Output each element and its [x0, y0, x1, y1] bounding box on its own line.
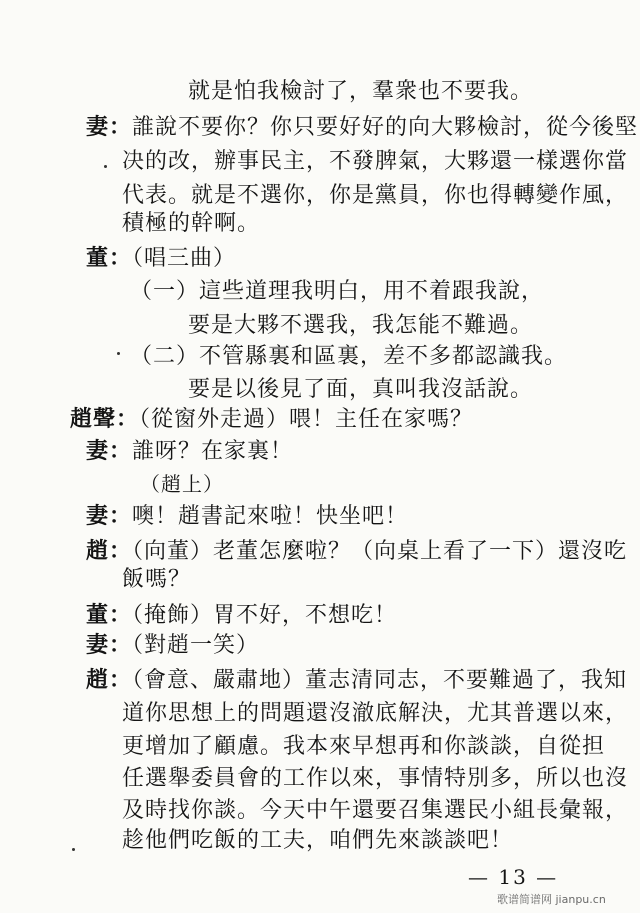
line-text: （向董）老董怎麼啦？（向桌上看了一下）還沒吃 — [132, 539, 628, 564]
line-text: 决的改，辦事民主，不發脾氣，大夥還一樣選你當 — [122, 149, 629, 174]
speaker-label: 趙： — [86, 538, 133, 564]
line-text: 積極的幹啊。 — [122, 211, 261, 236]
line-22 — [122, 765, 628, 793]
line-11 — [70, 405, 473, 434]
line-19 — [86, 666, 627, 695]
speaker-label: 妻： — [86, 114, 133, 140]
line-text: 道你思想上的問題還沒澈底解決，尤其普選以來， — [122, 701, 629, 726]
speaker-label: 妻： — [86, 632, 133, 658]
line-text: 飯嗎？ — [122, 567, 192, 592]
line-text: 噢！趙書記來啦！快坐吧！ — [132, 504, 409, 529]
line-text: 誰呀？在家裏！ — [132, 439, 294, 464]
page-number: — 13 — — [468, 865, 559, 889]
line-17 — [86, 601, 397, 630]
line-20 — [122, 700, 628, 728]
line-24 — [122, 827, 513, 855]
line-3 — [122, 148, 628, 176]
line-1 — [188, 78, 533, 106]
speaker-label: 董： — [86, 602, 133, 628]
line-text: （一）這些道理我明白，用不着跟我說， — [130, 279, 545, 304]
speaker-label: 趙聲： — [70, 406, 140, 432]
line-text: 誰說不要你？你只要好好的向大夥檢討，從今後堅 — [132, 115, 639, 140]
line-7 — [130, 278, 544, 306]
ink-speck — [72, 848, 75, 851]
line-text: 趁他們吃飯的工夫，咱們先來談談吧！ — [122, 828, 514, 853]
line-text: 任選舉委員會的工作以來，事情特別多，所以也沒 — [122, 766, 629, 791]
line-text: 要是大夥不選我，我怎能不難過。 — [188, 313, 534, 338]
line-8 — [188, 312, 533, 340]
line-text: （對趙一笑） — [132, 633, 260, 658]
line-text: 要是以後見了面，真叫我沒話說。 — [188, 377, 534, 402]
watermark: 歌谱简谱网 jianpu.cn — [497, 893, 606, 906]
line-14 — [86, 502, 408, 531]
stage-direction — [140, 470, 224, 498]
line-6 — [86, 244, 236, 273]
line-text: 代表。就是不選你，你是黨員，你也得轉變作風， — [122, 183, 629, 208]
line-9 — [130, 343, 567, 371]
line-text: （二）不管縣裏和區裏，差不多都認識我。 — [130, 344, 568, 369]
ink-speck — [104, 165, 107, 168]
line-text: 及時找你談。今天中午還要召集選民小組長彙報， — [122, 798, 629, 823]
ink-speck — [117, 352, 120, 355]
speaker-label: 妻： — [86, 438, 133, 464]
line-12 — [86, 437, 293, 466]
line-21 — [122, 733, 605, 761]
line-18 — [86, 631, 259, 660]
line-text: 就是怕我檢討了，羣衆也不要我。 — [188, 79, 534, 104]
line-15 — [86, 537, 627, 566]
line-text: （趙上） — [140, 472, 224, 496]
line-text: （唱三曲） — [132, 246, 237, 271]
line-text: （從窗外走過）喂！主任在家嗎？ — [139, 407, 474, 432]
line-4 — [122, 182, 628, 210]
speaker-label: 董： — [86, 245, 133, 271]
line-23 — [122, 797, 628, 825]
line-2 — [86, 113, 638, 142]
line-text: （掩飾）胃不好，不想吃！ — [132, 603, 398, 628]
speaker-label: 趙： — [86, 667, 133, 693]
line-text: （會意、嚴肅地）董志清同志，不要難過了，我知 — [132, 668, 628, 693]
line-10 — [188, 376, 533, 404]
line-5 — [122, 210, 260, 238]
speaker-label: 妻： — [86, 503, 133, 529]
line-text: 更增加了顧慮。我本來早想再和你談談，自從担 — [122, 734, 606, 759]
line-16 — [122, 566, 191, 594]
